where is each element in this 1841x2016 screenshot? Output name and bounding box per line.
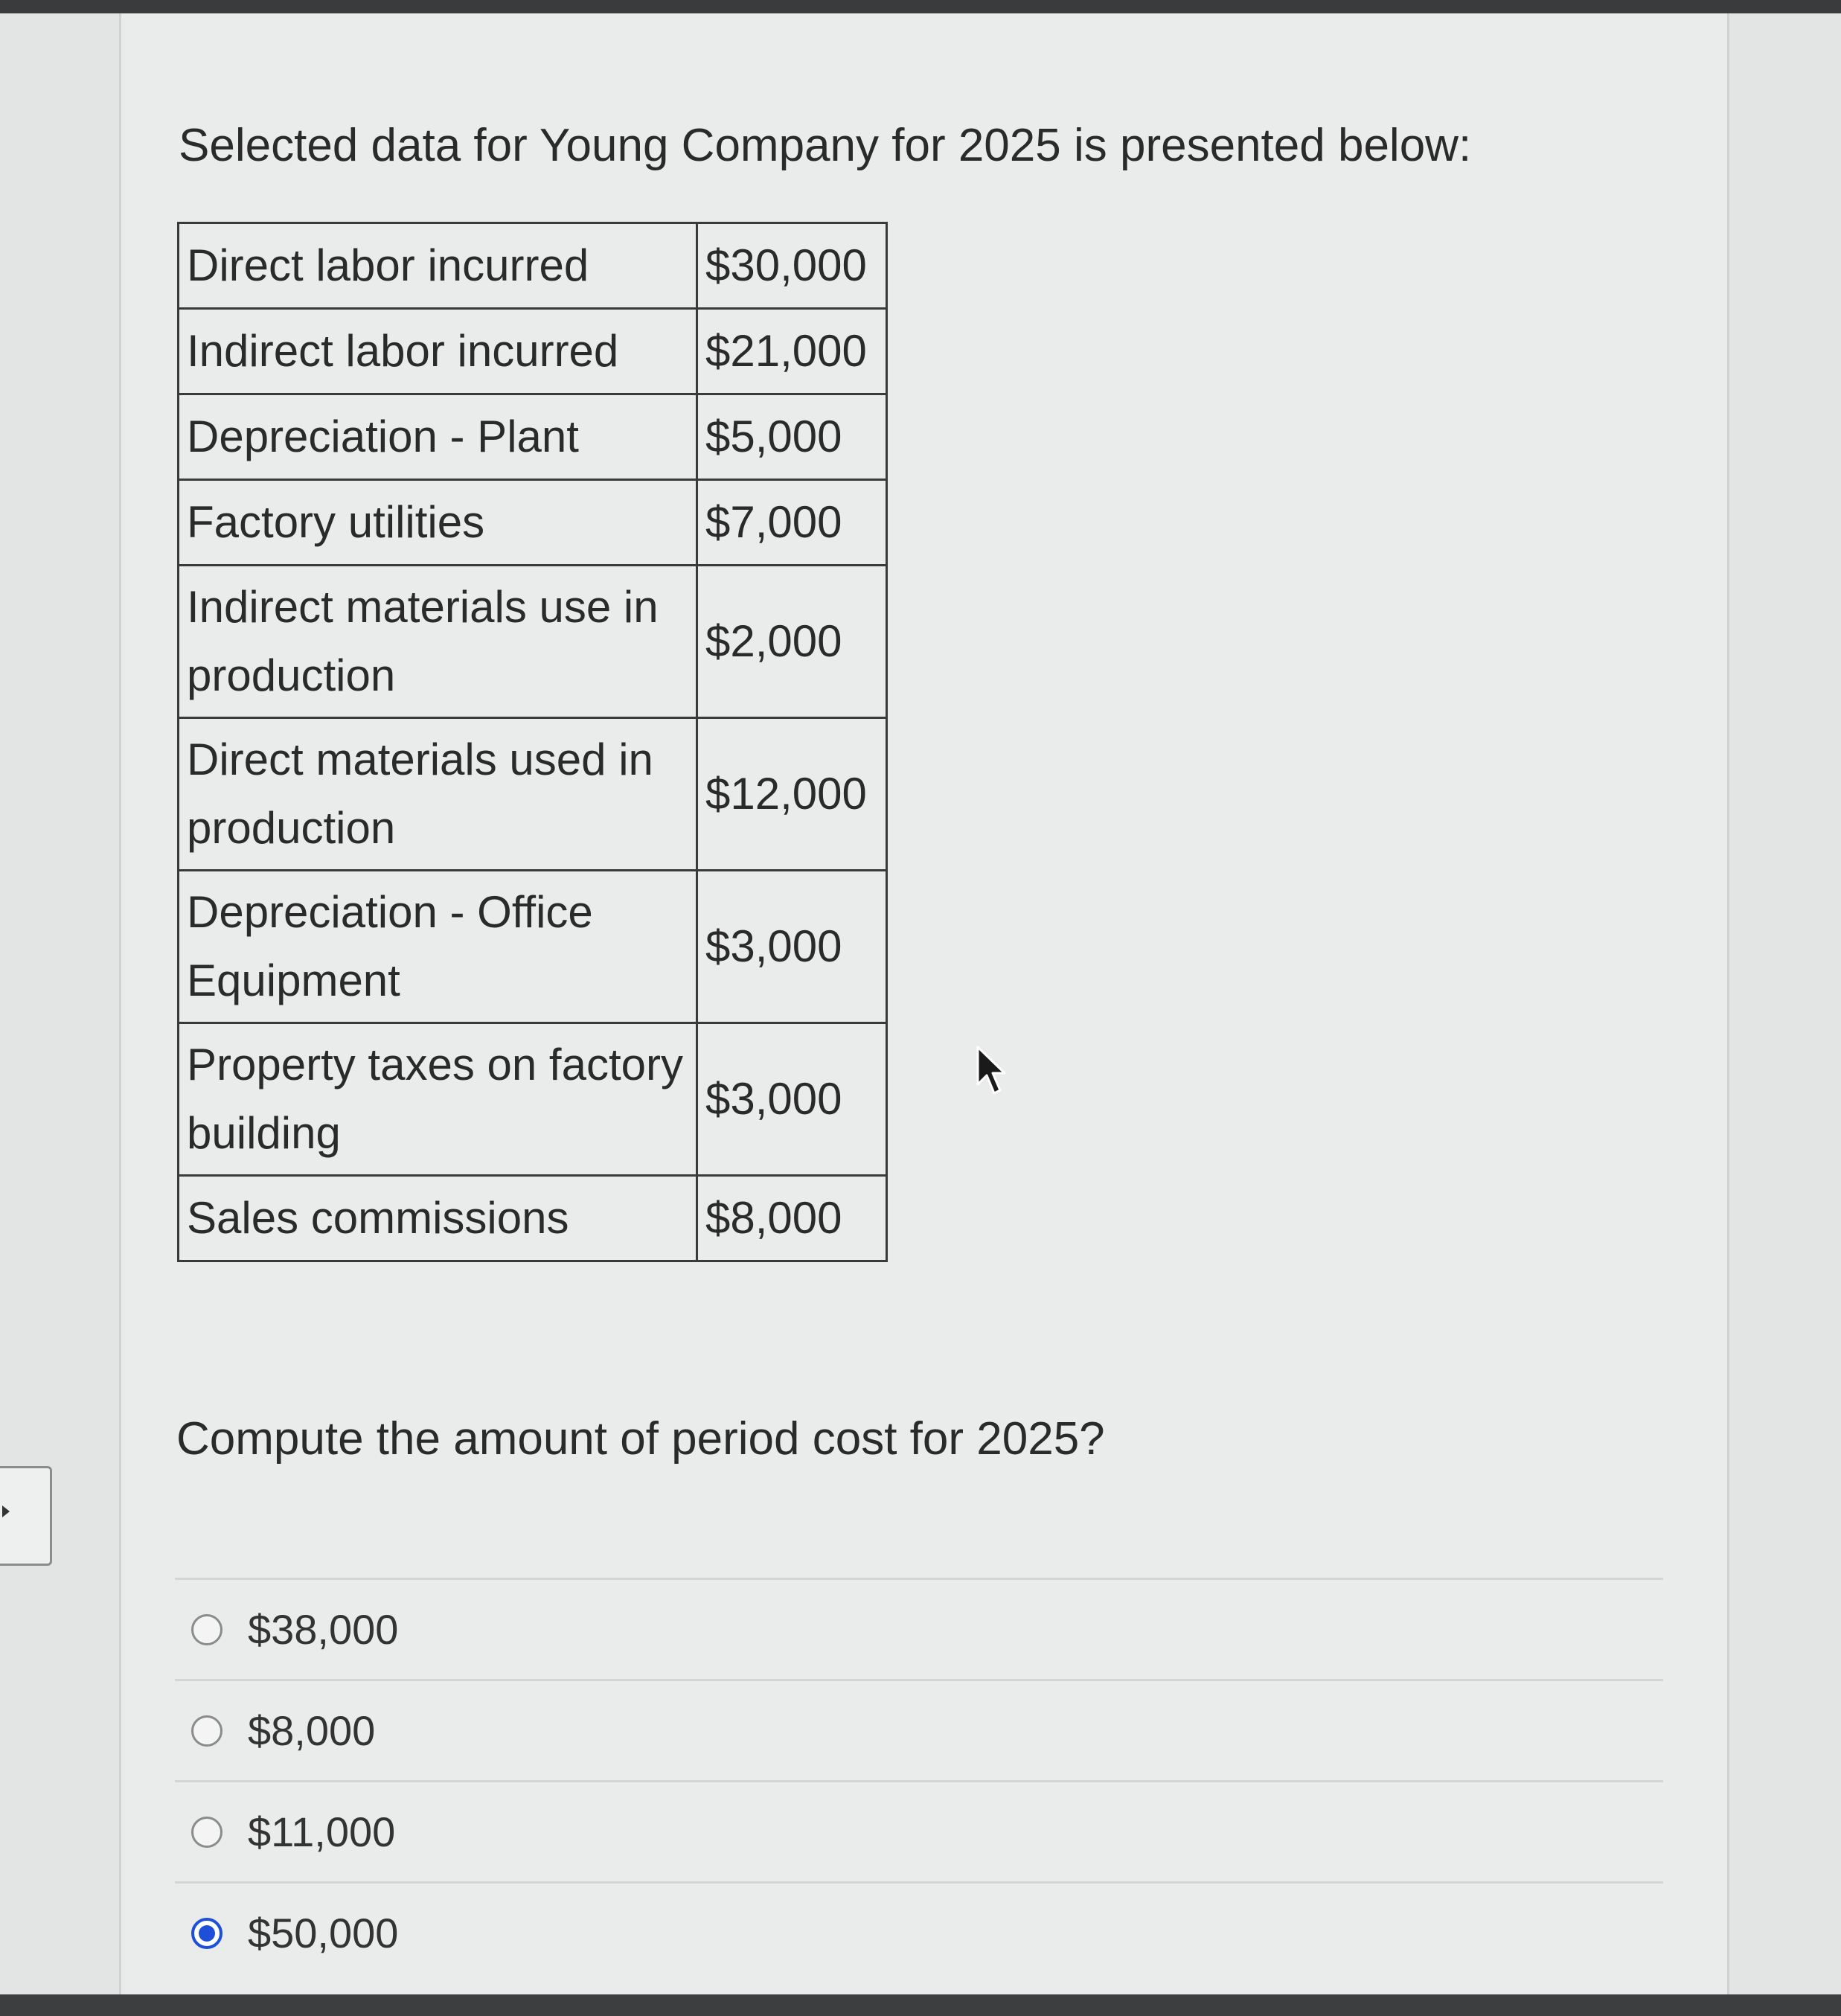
mouse-pointer-icon	[975, 1046, 1008, 1098]
answer-choices	[175, 1578, 1663, 1983]
row-label: Factory utilities	[179, 480, 697, 566]
row-amount: $5,000	[697, 394, 887, 480]
question-title: Selected data for Young Company for 2025 is presented below:	[179, 120, 1472, 171]
radio-button[interactable]	[191, 1918, 222, 1949]
row-label: Direct labor incurred	[179, 223, 697, 309]
choice-label: $38,000	[248, 1606, 399, 1653]
answer-choice-2[interactable]	[175, 1681, 1663, 1780]
row-label: Depreciation - Plant	[179, 394, 697, 480]
top-bezel	[0, 0, 1841, 13]
row-amount: $8,000	[697, 1176, 887, 1261]
table-row	[179, 309, 887, 394]
choice-label: $50,000	[248, 1910, 399, 1956]
row-amount: $7,000	[697, 480, 887, 566]
radio-button[interactable]	[191, 1614, 222, 1645]
table-row	[179, 566, 887, 718]
row-label: Depreciation - Office Equipment	[179, 871, 697, 1023]
question-prompt: Compute the amount of period cost for 2025?	[176, 1413, 1105, 1465]
table-row	[179, 480, 887, 566]
cost-data-table	[177, 222, 888, 1262]
row-amount: $3,000	[697, 871, 887, 1023]
row-label: Direct materials used in production	[179, 718, 697, 871]
row-amount: $3,000	[697, 1023, 887, 1176]
answer-choice-1[interactable]	[175, 1580, 1663, 1679]
row-amount: $30,000	[697, 223, 887, 309]
radio-button[interactable]	[191, 1817, 222, 1848]
answer-choice-4[interactable]	[175, 1884, 1663, 1983]
choice-label: $8,000	[248, 1707, 376, 1754]
row-label: Indirect materials use in production	[179, 566, 697, 718]
row-amount: $21,000	[697, 309, 887, 394]
table-row	[179, 718, 887, 871]
table-row	[179, 394, 887, 480]
table-row	[179, 1176, 887, 1261]
table-row	[179, 871, 887, 1023]
side-collapse-tab[interactable]	[0, 1466, 52, 1566]
radio-button[interactable]	[191, 1715, 222, 1747]
chevron-left-icon	[2, 1505, 10, 1517]
row-label: Indirect labor incurred	[179, 309, 697, 394]
row-amount: $2,000	[697, 566, 887, 718]
choice-label: $11,000	[248, 1808, 396, 1855]
row-label: Sales commissions	[179, 1176, 697, 1261]
table-row	[179, 223, 887, 309]
bottom-bezel	[0, 1994, 1841, 2016]
row-amount: $12,000	[697, 718, 887, 871]
answer-choice-3[interactable]	[175, 1782, 1663, 1881]
row-label: Property taxes on factory building	[179, 1023, 697, 1176]
table-row	[179, 1023, 887, 1176]
